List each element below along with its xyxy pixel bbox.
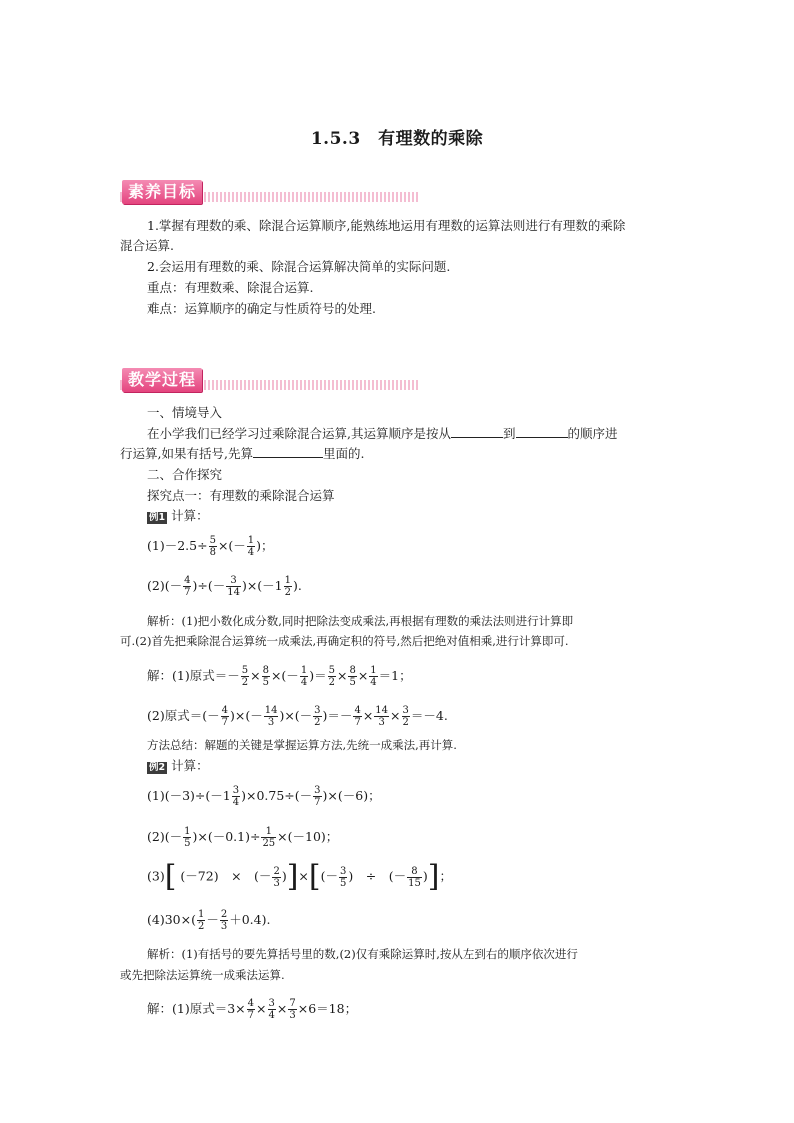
denominator: 7 [221,717,228,728]
fraction [209,535,217,558]
math-text: ×(－10)； [277,829,339,844]
intro-line-1 [147,424,618,443]
numerator: 3 [340,865,347,877]
math-text: (2)(－ [147,829,183,844]
example-2-solution-1 [147,995,357,1023]
denominator: 5 [349,677,356,688]
example-1-analysis-line-1: 解析：(1)把小数化成分数,同时把除法变成乘法,再根据有理数的乘法法则进行计算即 [147,614,574,628]
right-bracket-icon: ] [427,859,440,894]
numerator: 5 [328,665,335,676]
math-text: × [256,1001,267,1016]
denominator: 2 [197,921,205,932]
example-2-problem-1 [147,782,381,810]
numerator: 1 [197,909,205,920]
fraction [247,535,255,558]
fraction [339,866,347,889]
math-text: ＋0.4). [229,912,271,927]
heading-explore: 二、合作探究 [147,467,223,482]
math-text: ) [281,868,287,884]
section-banner-goals [120,180,420,204]
denominator: 4 [268,1010,275,1021]
fraction [261,826,276,849]
math-text: × [298,868,309,884]
left-bracket-icon: [ [164,859,177,894]
denominator: 2 [402,717,409,728]
numerator: 3 [268,998,275,1009]
math-text: × [276,1001,288,1016]
math-text: 解：(1)原式＝3× [147,1001,246,1016]
example-2-analysis-line-2: 或先把除法运算统一成乘法运算. [120,968,285,982]
math-text: )＝ [309,668,327,683]
fraction [374,705,389,728]
denominator: 3 [378,717,385,728]
difficulty-point: 难点：运算顺序的确定与性质符号的处理. [147,301,376,316]
example-2-problem-4 [147,906,270,934]
fraction [247,998,255,1021]
denominator: 2 [241,677,249,688]
denominator: 5 [340,877,347,889]
section-title-process: 教学过程 [122,368,202,392]
numerator: 1 [247,535,255,546]
intro-text-e: 里面的. [322,446,365,461]
intro-text-d: 行运算,如果有括号,先算 [120,446,253,461]
numerator: 5 [209,535,216,546]
numerator: 1 [261,826,276,838]
numerator: 1 [300,665,308,676]
denominator: 3 [273,877,280,889]
example-1-problem-1 [147,532,274,560]
section-banner-process [120,368,420,392]
fraction [369,665,377,688]
example-1-problem-2 [147,572,302,600]
denominator: 2 [284,587,291,598]
math-text: (－72) × (－ [180,868,272,884]
math-text: )÷(－ [192,578,226,593]
math-text: )×(－ [229,708,263,723]
math-text: )； [256,538,274,553]
math-text: (3) [147,868,165,884]
numerator: 4 [247,998,255,1009]
numerator: 14 [375,705,389,716]
fraction [262,665,270,688]
numerator: 5 [241,665,249,676]
fraction [232,785,240,808]
math-text: )×(－ [279,708,313,723]
denominator: 25 [262,838,276,849]
math-text: (1)(－3)÷(－1 [147,788,231,803]
key-point: 重点：有理数乘、除混合运算. [147,280,314,295]
math-text: )×0.75÷(－ [241,788,313,803]
fraction [300,665,308,688]
example-1-header [147,506,209,525]
fill-blank-2[interactable] [516,425,568,438]
math-text: × [362,708,374,723]
fraction [268,998,276,1021]
denominator: 3 [220,921,228,932]
intro-text-b: 到 [502,426,516,441]
example-2-label: 计算： [171,758,209,773]
math-text: × [336,668,348,683]
explore-point-1: 探究点一：有理数的乘除混合运算 [147,488,335,503]
denominator: 14 [227,587,240,598]
goal-1-line-1: 1.掌握有理数的乘、除混合运算顺序,能熟练地运用有理数的运算法则进行有理数的乘除 [147,218,626,233]
denominator: 7 [184,587,191,598]
fraction [288,998,296,1021]
page-title: 1.5.3 有理数的乘除 [310,129,484,149]
example-1-analysis-line-2: 可.(2)首先把乘除混合运算统一成乘法,再确定积的符号,然后把绝对值相乘,进行计算即可. [120,634,569,648]
fraction [220,909,228,932]
math-text: (4)30×( [147,912,196,927]
method-summary: 方法总结：解题的关键是掌握运算方法,先统一成乘法,再计算. [147,738,457,752]
numerator: 1 [184,826,191,837]
heading-intro: 一、情境导入 [147,405,223,420]
fraction [221,705,229,728]
fraction [328,665,336,688]
math-text: ×6＝18； [297,1001,358,1016]
fraction [197,909,205,932]
numerator: 7 [289,998,296,1009]
numerator: 3 [314,705,321,716]
numerator: 1 [370,665,377,676]
example-1-label: 计算： [171,508,209,523]
fill-blank-3[interactable] [253,445,323,458]
fraction [284,575,292,598]
intro-text-c: 的顺序进 [567,426,618,441]
denominator: 8 [209,547,216,558]
fraction [402,705,410,728]
example-2-problem-3 [147,859,452,894]
math-text: ＝1； [378,668,412,683]
denominator: 4 [232,797,240,808]
denominator: 4 [370,677,377,688]
math-text: ) [422,868,428,884]
denominator: 5 [262,677,269,688]
math-text: × [390,708,401,723]
fraction [264,705,279,728]
fraction [348,665,356,688]
fraction [353,705,361,728]
section-title-goals: 素养目标 [122,180,202,204]
numerator: 3 [226,575,241,587]
denominator: 4 [300,677,308,688]
denominator: 3 [289,1010,296,1021]
right-bracket-icon: ] [286,859,299,894]
fraction [183,826,191,849]
numerator: 8 [262,665,269,676]
goal-2: 2.会运用有理数的乘、除混合运算解决简单的实际问题. [147,259,451,274]
example-2-tag: 例2 [149,762,166,773]
numerator: 14 [264,705,278,716]
example-2-header [147,756,209,775]
math-text: 解：(1)原式＝－ [147,668,240,683]
fill-blank-1[interactable] [451,425,503,438]
fraction [313,705,321,728]
denominator: 7 [247,1010,255,1021]
fraction [241,665,249,688]
math-text: ) ÷ (－ [348,868,407,884]
numerator: 3 [402,705,409,716]
math-text: (2)(－ [147,578,183,593]
math-text: (1)－2.5÷ [147,538,208,553]
math-text: )×(－1 [241,578,283,593]
numerator: 8 [407,866,422,878]
numerator: 1 [284,575,291,586]
left-bracket-icon: [ [308,859,321,894]
intro-line-2 [120,444,364,463]
denominator: 7 [314,797,321,808]
math-text: )＝－ [322,708,353,723]
math-text: ＝－4. [410,708,448,723]
math-text: )×(－0.1)÷ [192,829,261,844]
denominator: 2 [328,677,335,688]
denominator: 3 [267,717,275,728]
example-2-problem-2 [147,823,338,851]
fraction [183,575,191,598]
numerator: 3 [314,785,321,796]
denominator: 5 [184,838,191,849]
math-text: ； [439,868,452,884]
denominator: 15 [408,877,421,889]
intro-text-a: 在小学我们已经学习过乘除混合运算,其运算顺序是按从 [147,426,451,441]
math-text: ). [293,578,302,593]
numerator: 4 [354,705,361,716]
example-1-solution-2 [147,702,448,730]
numerator: 2 [273,865,280,877]
goal-1-line-2: 混合运算. [120,238,174,253]
example-1-solution-1 [147,662,412,690]
numerator: 3 [232,785,240,796]
fraction [272,866,280,889]
math-text: × [250,668,261,683]
math-text: × [357,668,369,683]
example-1-tag: 例1 [149,512,166,523]
numerator: 8 [349,665,356,676]
denominator: 4 [247,547,255,558]
math-text: ×(－ [217,538,246,553]
math-text: (－ [320,868,339,884]
math-text: ×(－ [270,668,299,683]
example-2-analysis-line-1: 解析：(1)有括号的要先算括号里的数,(2)仅有乘除运算时,按从左到右的顺序依次进行 [147,947,578,961]
math-text: )×(－6)； [322,788,381,803]
fraction [407,866,422,889]
numerator: 4 [184,575,191,586]
math-text: (2)原式＝(－ [147,708,220,723]
math-text: － [206,912,219,927]
fraction [226,575,241,598]
numerator: 4 [221,705,228,716]
numerator: 2 [220,909,228,920]
denominator: 7 [354,717,361,728]
fraction [313,785,321,808]
denominator: 2 [314,717,321,728]
